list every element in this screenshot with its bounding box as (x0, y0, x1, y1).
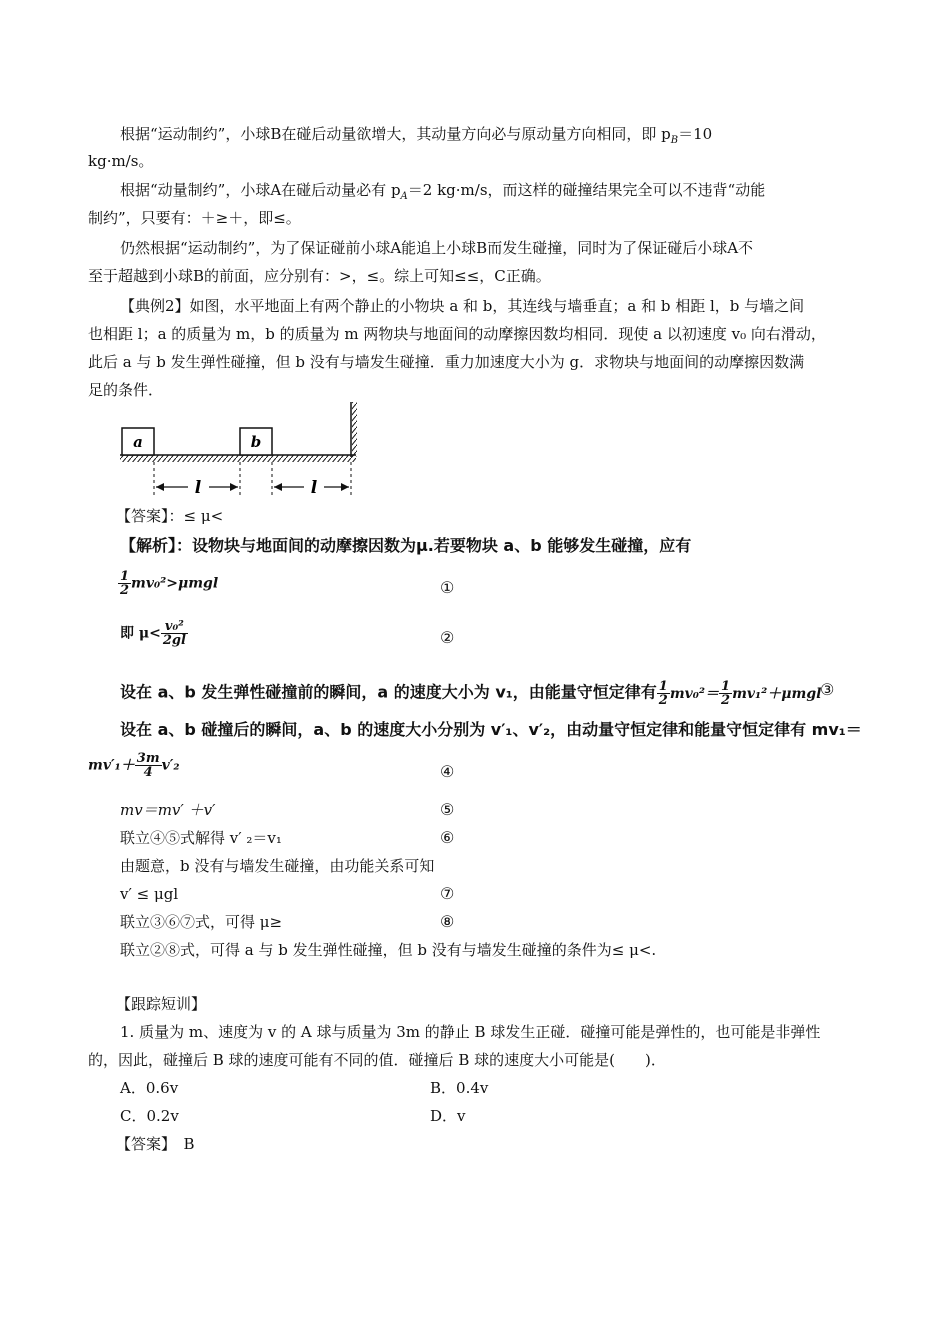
analysis-line8: v′ ≤ μgl (120, 885, 179, 903)
analysis-line9: 联立③⑥⑦式，可得 μ≥ (120, 913, 283, 931)
eq2-frac-num: v₀² (161, 620, 188, 634)
analysis-line5: mv＝mv′ ＋v′ (120, 801, 216, 819)
eq1-number: ① (440, 578, 455, 597)
para3-line2: 至于超越到小球B的前面，应分别有：>，≤。综上可知≤≤，C正确。 (88, 267, 551, 285)
dim-right-head1 (274, 483, 282, 491)
para2-line1-b: ＝2 kg·m/s，而这样的碰撞结果完全可以不违背“动能 (407, 181, 766, 199)
dim-right-head2 (341, 483, 349, 491)
example2-line1: 【典例2】如图，水平地面上有两个静止的小物块 a 和 b，其连线与墙垂直；a 和 b 相距 l，b 与墙之间 (120, 297, 805, 315)
eq3-half-a (657, 680, 670, 707)
eq3-half-b-den: 2 (721, 693, 731, 708)
option-b: B．0.4v (430, 1079, 489, 1097)
analysis-line3 (120, 680, 821, 707)
eq2-frac (161, 620, 188, 647)
para1-sub: B (670, 135, 679, 146)
ground-hatch (120, 455, 356, 462)
block-a-label: a (133, 433, 143, 451)
para1-line1-text: 根据“运动制约”，小球B在碰后动量欲增大，其动量方向必与原动量方向相同，即 p (120, 125, 671, 143)
eq2-number: ② (440, 628, 455, 647)
eq4-number: ④ (440, 762, 455, 781)
eq4-b: v′₂ (161, 757, 180, 774)
eq4-frac-num: 3m (136, 751, 160, 766)
eq3-half-b-num: 1 (721, 679, 731, 694)
eq3-half-a-num: 1 (658, 679, 668, 694)
eq4-frac (135, 752, 162, 779)
example2-line3: 此后 a 与 b 发生弹性碰撞，但 b 没有与墙发生碰撞．重力加速度大小为 g．求物块与地面间的动摩擦因数满 (88, 353, 805, 371)
eq3-mid: mv₀²＝ (669, 685, 720, 702)
para2-sub: A (400, 191, 408, 202)
para1-line2: kg·m/s。 (88, 152, 154, 170)
dim-right-label: l (310, 478, 318, 498)
para1-line1-end: ＝10 (678, 125, 713, 143)
analysis-line3-text: 设在 a、b 发生弹性碰撞前的瞬间，a 的速度大小为 v₁，由能量守恒定律有 (120, 682, 657, 702)
followup-q1-line1: 1. 质量为 m、速度为 v 的 A 球与质量为 3m 的静止 B 球发生正碰．碰撞可能是弹性的，也可能是非弹性 (120, 1023, 821, 1041)
analysis-line10: 联立②⑧式，可得 a 与 b 发生弹性碰撞，但 b 没有与墙发生碰撞的条件为≤ μ<. (120, 941, 657, 959)
para1-line1 (120, 124, 712, 151)
eq1-half-num: 1 (120, 569, 130, 584)
physics-figure (116, 398, 376, 508)
para2-line1-a: 根据“动量制约”，小球A在碰后动量必有 p (120, 181, 401, 199)
example2-line2: 也相距 l；a 的质量为 m，b 的质量为 m 两物块与地面间的动摩擦因数均相同．现使 a 以初速度 v₀ 向右滑动， (88, 325, 826, 343)
eq8-number: ⑧ (440, 912, 455, 931)
eq1 (118, 570, 218, 597)
analysis-line7: 由题意，b 没有与墙发生碰撞，由功能关系可知 (120, 857, 435, 875)
eq4 (88, 752, 180, 779)
para3-line1: 仍然根据“运动制约”，为了保证碰前小球A能追上小球B而发生碰撞，同时为了保证碰后小球A不 (120, 239, 754, 257)
answer-line: 【答案】：≤ μ< (116, 507, 224, 525)
eq3-half-a-den: 2 (658, 693, 668, 708)
eq2-frac-den: 2gl (162, 633, 186, 648)
dim-left-head1 (156, 483, 164, 491)
eq3-end: mv₁²＋μmgl (732, 685, 822, 702)
option-d: D．v (430, 1107, 466, 1125)
eq4-a: mv′₁＋ (88, 757, 135, 774)
eq1-half (118, 570, 131, 597)
followup-title: 【跟踪短训】 (116, 995, 207, 1013)
eq5-number: ⑤ (440, 800, 455, 819)
dim-left-head2 (230, 483, 238, 491)
followup-q1-line2: 的，因此，碰撞后 B 球的速度可能有不同的值．碰撞后 B 球的速度大小可能是( )． (88, 1051, 666, 1069)
para2-line2: 制约”，只要有：＋≥＋，即≤。 (88, 209, 301, 227)
example2-line4: 足的条件． (88, 381, 164, 399)
block-b-label: b (250, 433, 262, 451)
eq6-number: ⑥ (440, 828, 455, 847)
eq3 (657, 679, 822, 708)
eq1-half-den: 2 (120, 583, 130, 598)
eq7-number: ⑦ (440, 884, 455, 903)
eq4-frac-den: 4 (143, 765, 153, 780)
analysis-line4: 设在 a、b 碰撞后的瞬间，a、b 的速度大小分别为 v′₁、v′₂，由动量守恒定律和能量守恒定律有 mv₁＝ (120, 720, 862, 739)
analysis-line6: 联立④⑤式解得 v′ ₂＝v₁ (120, 829, 282, 847)
eq2 (120, 620, 188, 647)
analysis-line1: 【解析】：设物块与地面间的动摩擦因数为μ.若要物块 a、b 能够发生碰撞，应有 (120, 536, 692, 555)
eq3-half-b (719, 680, 732, 707)
para2-line1 (120, 180, 765, 207)
wall-hatch (352, 402, 357, 457)
eq3-number: ③ (820, 680, 835, 699)
eq1-text: mv₀²>μmgl (131, 575, 219, 592)
eq2-prefix: 即 μ< (120, 625, 161, 642)
followup-answer: 【答案】 B (116, 1135, 195, 1153)
option-a: A．0.6v (120, 1079, 179, 1097)
dim-left-label: l (194, 478, 202, 498)
option-c: C．0.2v (120, 1107, 179, 1125)
